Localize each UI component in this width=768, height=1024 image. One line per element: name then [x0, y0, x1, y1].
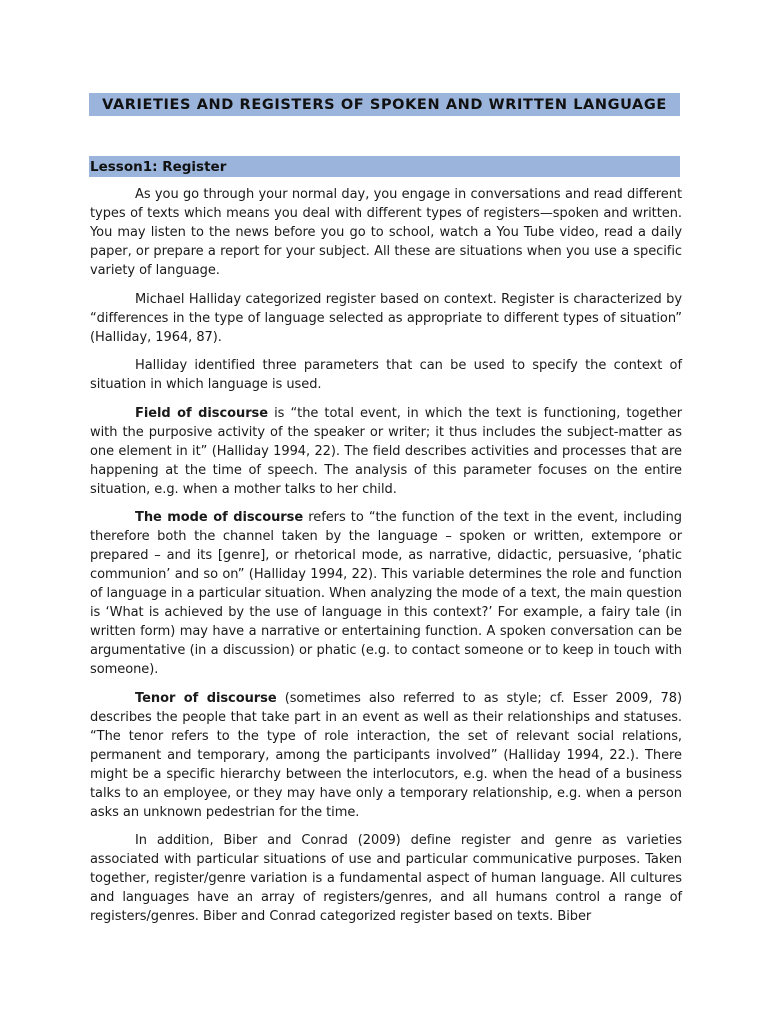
paragraph-three-parameters — [90, 356, 682, 394]
document-title-band — [89, 93, 680, 116]
paragraph-lead-mode: The mode of discourse — [135, 510, 304, 525]
paragraph-text: (sometimes also referred to as style; cf. Esser 2009, 78) describes the people that take part in an event as well as their relationships and statuses. “The tenor refers to the type of role interaction, the set of relevant social relations, permanent and temporary, among the participants involved” (Halliday 1994, 22.). There might be a specific hierarchy between the interlocutors, e.g. when the head of a business talks to an employee, or they may have only a temporary relationship, e.g. when a person asks an unknown pedestrian for the time. — [90, 690, 683, 820]
paragraph-text: Michael Halliday categorized register based on context. Register is characterized by “differences in the type of language selected as appropriate to different types of situation” (Halliday, 1964, 87). — [90, 291, 682, 345]
paragraph-text: refers to “the function of the text in the event, including therefore both the channel taken by the language – spoken or written, extempore or prepared – and its [genre], or rhetorical mode, as narrative, didactic, persuasive, ‘phatic communion’ and so on” (Halliday 1994, 22). This variable determines the role and function of language in a particular situation. When analyzing the mode of a text, the main question is ‘What is achieved by the use of language in this context?’ For example, a fairy tale (in written form) may have a narrative or entertaining function. A spoken conversation can be argumentative (in a discussion) or phatic (e.g. to contact someone or to keep in touch with someone). — [90, 510, 682, 677]
paragraph-lead-field: Field of discourse — [135, 405, 269, 421]
paragraph-biber-conrad — [90, 831, 682, 926]
lesson-heading: Lesson1: Register — [90, 158, 227, 175]
paragraph-mode-of-discourse — [90, 508, 682, 679]
document-body — [90, 185, 682, 936]
paragraph-text: is “the total event, in which the text is functioning, together with the purposive activity of the speaker or writer; it thus includes the subject-matter as one element in it” (Halliday 1994, 22). The field describes activities and processes that are happening at the time of speech. The analysis of this parameter focuses on the entire situation, e.g. when a mother talks to her child. — [90, 405, 683, 497]
paragraph-halliday-register — [90, 290, 682, 347]
paragraph-text: As you go through your normal day, you engage in conversations and read different types of texts which means you deal with different types of registers—spoken and written. You may listen to the news before you go to school, watch a You Tube video, read a daily paper, or prepare a report for your subject. All these are situations when you use a specific variety of language. — [90, 187, 682, 278]
paragraph-tenor-of-discourse — [90, 689, 682, 822]
paragraph-field-of-discourse — [90, 404, 682, 499]
paragraph-text: Halliday identified three parameters that can be used to specify the context of situation in which language is used. — [90, 358, 682, 392]
lesson-heading-band — [89, 156, 680, 177]
document-title: VARIETIES AND REGISTERS OF SPOKEN AND WRITTEN LANGUAGE — [102, 96, 667, 113]
paragraph-intro — [90, 185, 682, 280]
paragraph-text: In addition, Biber and Conrad (2009) define register and genre as varieties associated with particular situations of use and particular communicative purposes. Taken together, register/genre variation is a fundamental aspect of human language. All cultures and languages have an array of registers/genres, and all humans control a range of registers/genres. Biber and Conrad categorized register based on texts. Biber — [90, 833, 682, 924]
paragraph-lead-tenor: Tenor of discourse — [135, 690, 277, 706]
